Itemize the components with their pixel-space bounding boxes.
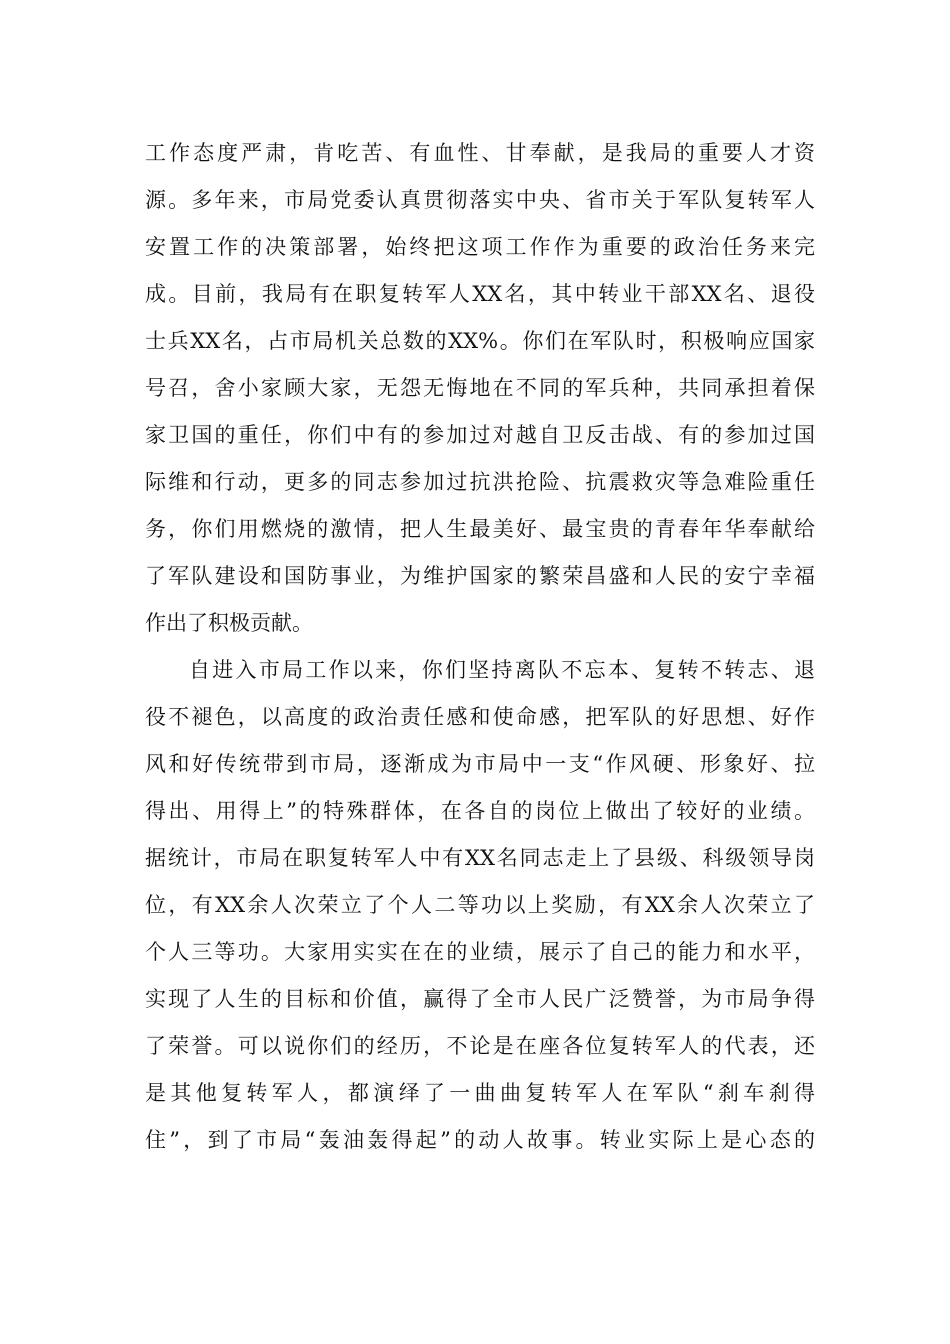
text-line: 源。多年来，市局党委认真贯彻落实中央、省市关于军队复转军人 bbox=[145, 188, 815, 212]
text-line: 了军队建设和国防事业，为维护国家的繁荣昌盛和人民的安宁幸福 bbox=[145, 564, 815, 588]
text-line: 个人三等功。大家用实实在在的业绩，展示了自己的能力和水平， bbox=[145, 940, 815, 964]
text-line: 位，有XX余人次荣立了个人二等功以上奖励，有XX余人次荣立了 bbox=[145, 893, 815, 917]
text-line: 风和好传统带到市局，逐渐成为市局中一支“作风硬、形象好、拉 bbox=[145, 752, 815, 776]
paragraph-first-line: 自进入市局工作以来，你们坚持离队不忘本、复转不转志、退 bbox=[189, 658, 815, 682]
text-line: 成。目前，我局有在职复转军人XX名，其中转业干部XX名、退役 bbox=[145, 282, 815, 306]
text-line: 务，你们用燃烧的激情，把人生最美好、最宝贵的青春年华奉献给 bbox=[145, 517, 815, 541]
text-line: 得出、用得上”的特殊群体，在各自的岗位上做出了较好的业绩。 bbox=[145, 799, 815, 823]
text-line: 作出了积极贡献。 bbox=[145, 611, 313, 635]
text-line: 是其他复转军人，都演绎了一曲曲复转军人在军队“刹车刹得 bbox=[145, 1081, 815, 1105]
text-line: 了荣誉。可以说你们的经历，不论是在座各位复转军人的代表，还 bbox=[145, 1034, 815, 1058]
text-line: 号召，舍小家顾大家，无怨无悔地在不同的军兵种，共同承担着保 bbox=[145, 376, 815, 400]
text-line: 士兵XX名，占市局机关总数的XX%。你们在军队时，积极响应国家 bbox=[145, 329, 815, 353]
text-line: 住”，到了市局“轰油轰得起”的动人故事。转业实际上是心态的 bbox=[145, 1128, 815, 1152]
text-line: 安置工作的决策部署，始终把这项工作作为重要的政治任务来完 bbox=[145, 235, 815, 259]
text-line: 役不褪色，以高度的政治责任感和使命感，把军队的好思想、好作 bbox=[145, 705, 815, 729]
text-line: 据统计，市局在职复转军人中有XX名同志走上了县级、科级领导岗 bbox=[145, 846, 815, 870]
document-body bbox=[145, 130, 815, 1164]
text-line: 家卫国的重任，你们中有的参加过对越自卫反击战、有的参加过国 bbox=[145, 423, 815, 447]
text-line: 工作态度严肃，肯吃苦、有血性、甘奉献，是我局的重要人才资 bbox=[145, 141, 815, 165]
text-line: 际维和行动，更多的同志参加过抗洪抢险、抗震救灾等急难险重任 bbox=[145, 470, 815, 494]
text-line: 实现了人生的目标和价值，赢得了全市人民广泛赞誉，为市局争得 bbox=[145, 987, 815, 1011]
